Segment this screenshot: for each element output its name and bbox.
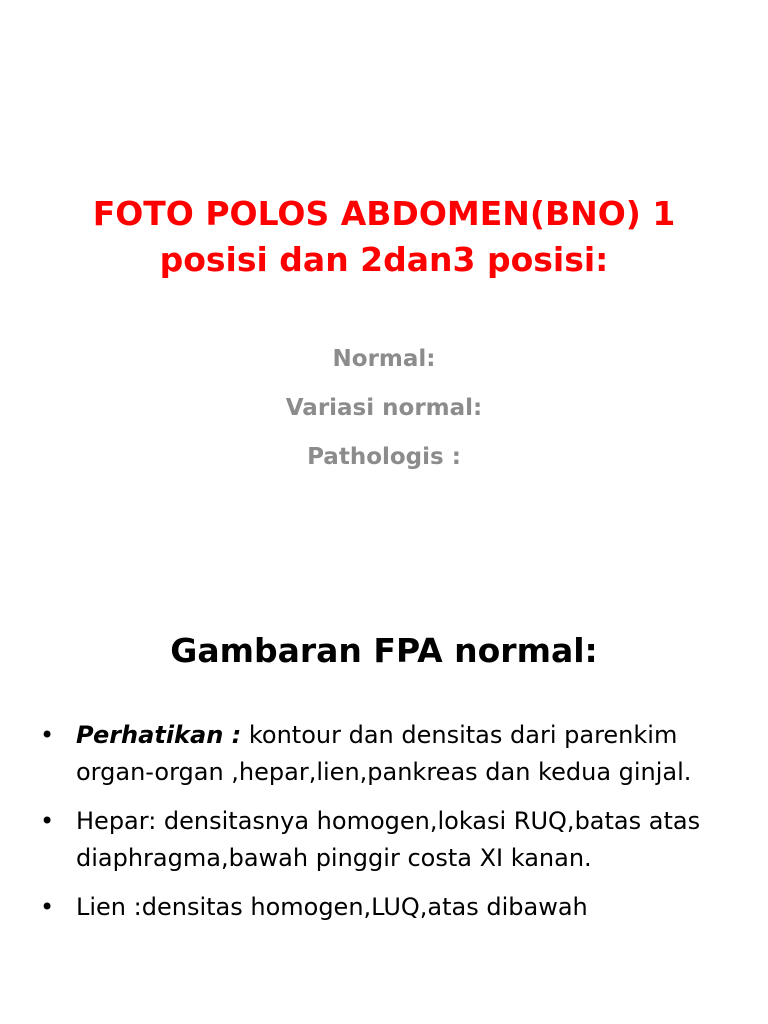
bullet-item-hepar [38, 803, 728, 877]
bullet-text: Lien :densitas homogen,LUQ,atas dibawah [76, 893, 588, 921]
slide-1-subtitle [40, 335, 728, 482]
subtitle-item-variasi-normal: Variasi normal: [285, 395, 483, 421]
bullet-list [38, 717, 728, 938]
slide-2 [0, 576, 768, 1024]
bullet-item-lien [38, 889, 728, 926]
slide-1-title-line-1: FOTO POLOS ABDOMEN(BNO) 1 [92, 194, 676, 233]
bullet-lead: Perhatikan : [76, 721, 242, 749]
slide-2-title: Gambaran FPA normal: [170, 631, 598, 670]
subtitle-item-pathologis: Pathologis : [307, 444, 461, 470]
subtitle-item-normal: Normal: [332, 346, 436, 372]
bullet-item-perhatikan [38, 717, 728, 791]
bullet-text: Hepar: densitasnya homogen,lokasi RUQ,batas atas diaphragma,bawah pinggir costa XI kanan. [76, 807, 701, 872]
bullet-text: kontour dan densitas dari parenkim organ-organ ,hepar,lien,pankreas dan kedua ginjal. [76, 721, 692, 786]
slide-1-title [40, 191, 728, 283]
slide-1-title-line-2: posisi dan 2dan3 posisi: [159, 240, 609, 279]
